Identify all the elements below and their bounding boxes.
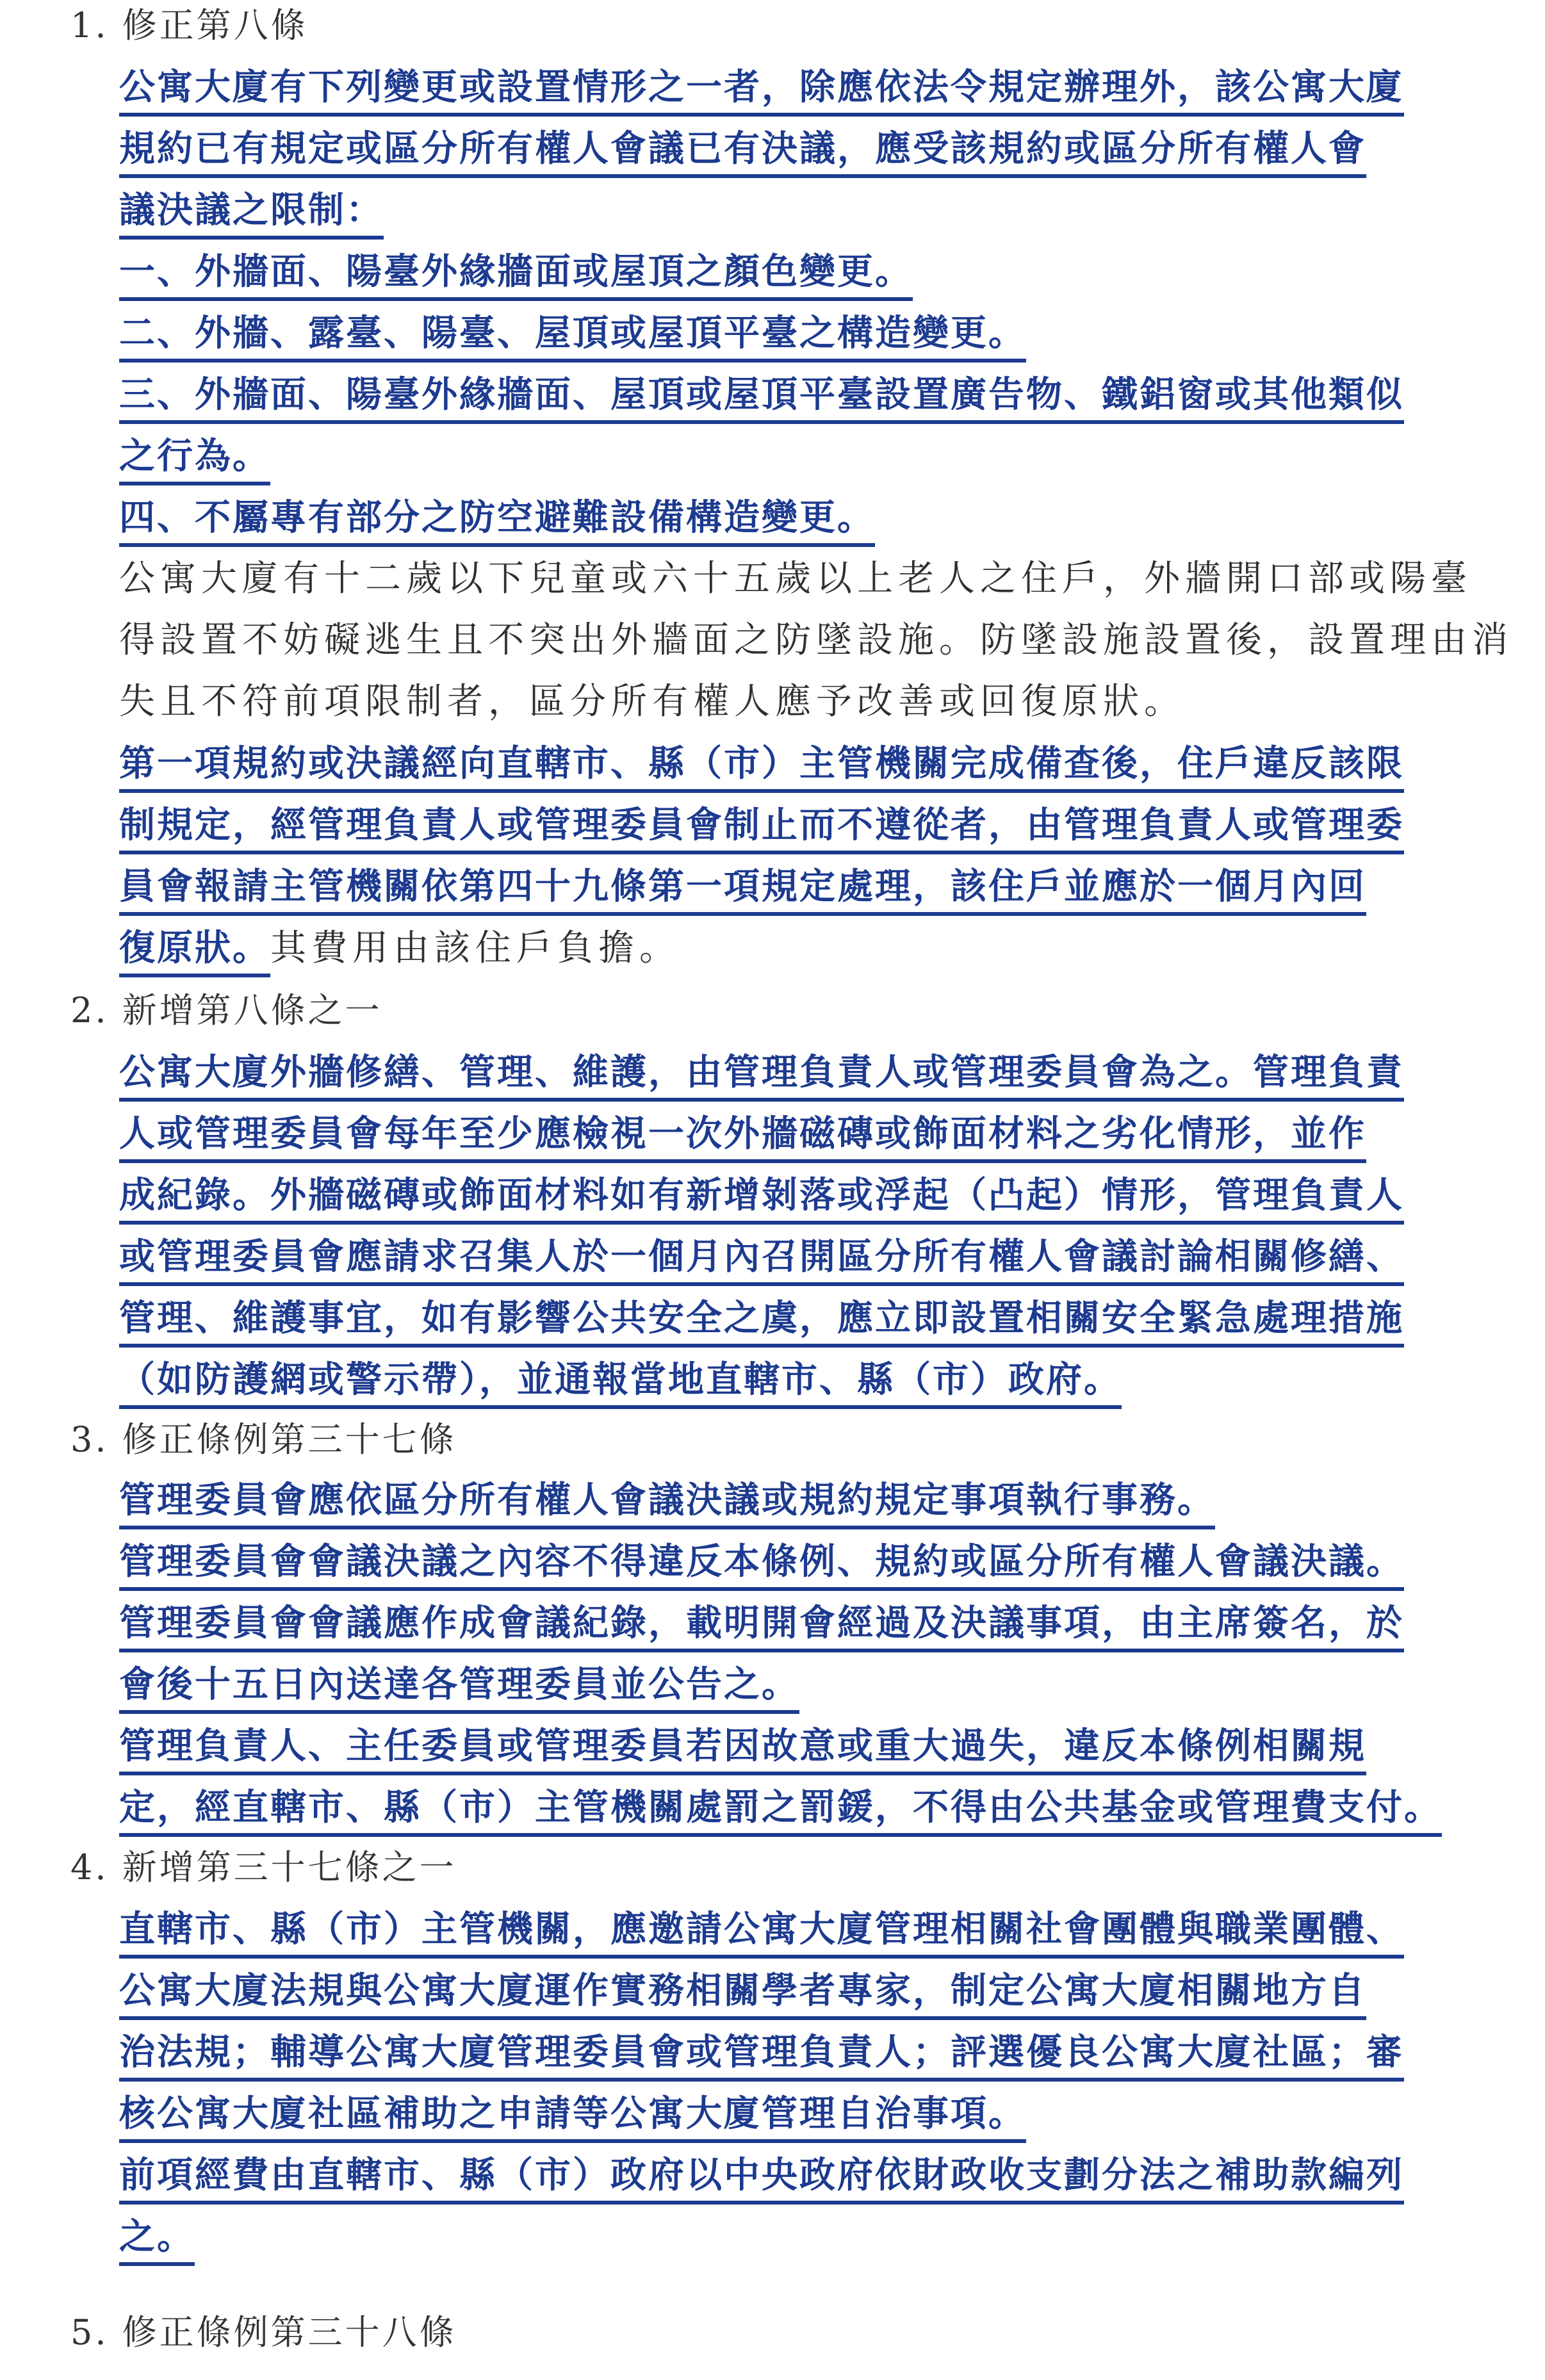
text-line: 管理負責人、主任委員或管理委員若因故意或重大過失，違反本條例相關規: [119, 1725, 1366, 1787]
text-line: 二、外牆、露臺、陽臺、屋頂或屋頂平臺之構造變更。: [119, 313, 1026, 374]
text-line: 得設置不妨礙逃生且不突出外牆面之防墜設施。防墜設施設置後，設置理由消: [119, 619, 1513, 661]
text-line: 之行為。: [119, 436, 270, 497]
section-heading-5: 5. 修正條例第三十八條: [70, 2312, 457, 2352]
text-line: 治法規；輔導公寓大廈管理委員會或管理負責人；評選優良公寓大廈社區；審: [119, 2032, 1404, 2093]
text-line: 規約已有規定或區分所有權人會議已有決議，應受該規約或區分所有權人會: [119, 128, 1366, 190]
text-line: 三、外牆面、陽臺外緣牆面、屋頂或屋頂平臺設置廣告物、鐵鋁窗或其他類似: [119, 374, 1404, 436]
text-line: 一、外牆面、陽臺外緣牆面或屋頂之顏色變更。: [119, 251, 913, 313]
section-heading-1: 1. 修正第八條: [70, 5, 308, 45]
text-line: 公寓大廈法規與公寓大廈運作實務相關學者專家，制定公寓大廈相關地方自: [119, 1970, 1366, 2032]
text-line: 復原狀。其費用由該住戶負擔。: [119, 927, 680, 989]
text-line: （如防護網或警示帶），並通報當地直轄市、縣（市）政府。: [119, 1359, 1122, 1421]
plain-tail: 其費用由該住戶負擔。: [270, 927, 680, 969]
section-heading-4: 4. 新增第三十七條之一: [70, 1847, 457, 1887]
text-line: 核公寓大廈社區補助之申請等公寓大廈管理自治事項。: [119, 2093, 1026, 2155]
text-line: 第一項規約或決議經向直轄市、縣（市）主管機關完成備查後，住戶違反該限: [119, 743, 1404, 804]
text-line: 前項經費由直轄市、縣（市）政府以中央政府依財政收支劃分法之補助款編列: [119, 2155, 1404, 2216]
text-line: 或管理委員會應請求召集人於一個月內召開區分所有權人會議討論相關修繕、: [119, 1236, 1404, 1298]
text-line: 會後十五日內送達各管理委員並公告之。: [119, 1664, 799, 1725]
text-line: 之。: [119, 2216, 195, 2278]
text-line: 定，經直轄市、縣（市）主管機關處罰之罰鍰，不得由公共基金或管理費支付。: [119, 1787, 1442, 1848]
text-line: 制規定，經管理負責人或管理委員會制止而不遵從者，由管理負責人或管理委: [119, 804, 1404, 866]
text-line: 失且不符前項限制者，區分所有權人應予改善或回復原狀。: [119, 681, 1185, 722]
text-line: 公寓大廈外牆修繕、管理、維護，由管理負責人或管理委員會為之。管理負責: [119, 1052, 1404, 1113]
text-line: 成紀錄。外牆磁磚或飾面材料如有新增剝落或浮起（凸起）情形，管理負責人: [119, 1175, 1404, 1236]
text-line: 公寓大廈有十二歲以下兒童或六十五歲以上老人之住戶，外牆開口部或陽臺: [119, 558, 1472, 599]
text-line: 四、不屬專有部分之防空避難設備構造變更。: [119, 497, 875, 558]
text-line: 公寓大廈有下列變更或設置情形之一者，除應依法令規定辦理外，該公寓大廈: [119, 67, 1404, 128]
text-line: 管理委員會應依區分所有權人會議決議或規約規定事項執行事務。: [119, 1479, 1215, 1541]
text-line: 議決議之限制：: [119, 190, 384, 251]
section-heading-2: 2. 新增第八條之一: [70, 990, 382, 1031]
text-line: 人或管理委員會每年至少應檢視一次外牆磁磚或飾面材料之劣化情形，並作: [119, 1113, 1366, 1175]
section-heading-3: 3. 修正條例第三十七條: [70, 1419, 457, 1460]
text-line: 員會報請主管機關依第四十九條第一項規定處理，該住戶並應於一個月內回: [119, 866, 1366, 927]
text-line: 管理委員會會議應作成會議紀錄，載明開會經過及決議事項，由主席簽名，於: [119, 1602, 1404, 1664]
text-line: 管理、維護事宜，如有影響公共安全之虞，應立即設置相關安全緊急處理措施: [119, 1298, 1404, 1359]
text-line: 直轄市、縣（市）主管機關，應邀請公寓大廈管理相關社會團體與職業團體、: [119, 1909, 1404, 1970]
text-line: 管理委員會會議決議之內容不得違反本條例、規約或區分所有權人會議決議。: [119, 1541, 1404, 1602]
